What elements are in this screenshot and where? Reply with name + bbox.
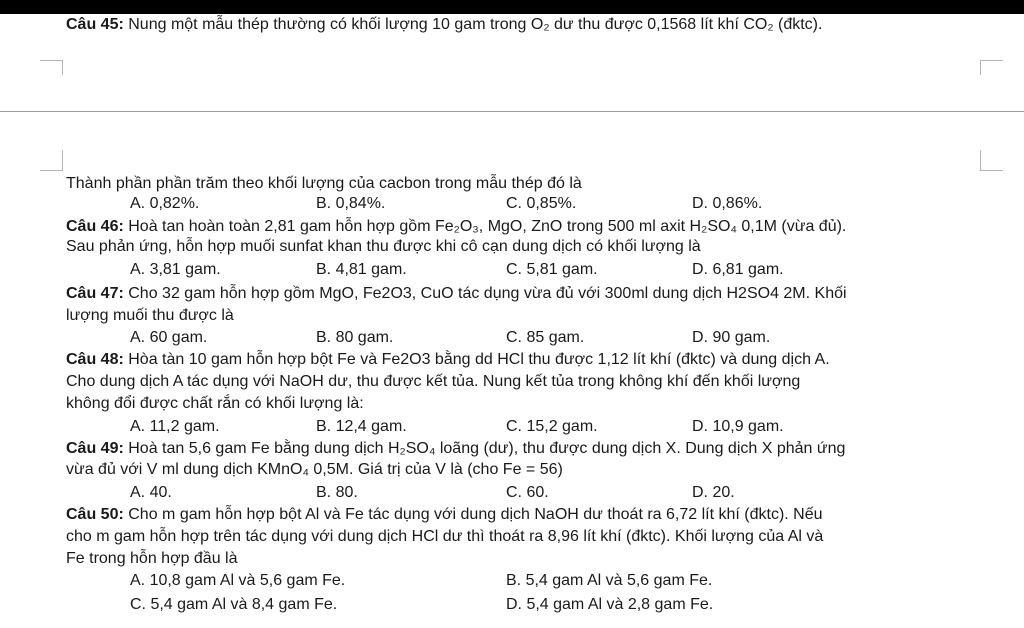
question-48-line-1 — [66, 351, 830, 369]
question-49-line-2: vừa đủ với V ml dung dịch KMnO₄ 0,5M. Giá trị của V là (cho Fe = 56) — [66, 461, 563, 478]
question-47-line-1 — [66, 285, 847, 303]
question-50-option-b: B. 5,4 gam Al và 5,6 gam Fe. — [506, 572, 713, 589]
question-48-line-2: Cho dung dịch A tác dụng với NaOH dư, thu được kết tủa. Nung kết tủa trong không khí đến khối lượng — [66, 373, 801, 390]
page-corner-mark — [980, 150, 1003, 171]
question-48-option-c: C. 15,2 gam. — [506, 418, 598, 435]
question-45-option-a: A. 0,82%. — [130, 195, 200, 212]
question-48-line-3: không đổi được chất rắn có khối lượng là: — [66, 395, 364, 412]
page-corner-mark — [40, 150, 63, 171]
page-corner-mark — [980, 60, 1003, 75]
question-49-option-d: D. 20. — [692, 484, 735, 501]
top-black-bar — [0, 0, 1024, 14]
page-break-divider — [0, 111, 1024, 112]
question-50-line-2: cho m gam hỗn hợp trên tác dụng với dung dịch HCl dư thì thoát ra 8,96 lít khí (đktc). Khối lượng của Al và — [66, 528, 824, 545]
question-49-line-1 — [66, 440, 845, 458]
question-45-number: Câu 45: — [66, 16, 124, 33]
question-47-text: Cho 32 gam hỗn hợp gồm MgO, Fe2O3, CuO tác dụng vừa đủ với 300ml dung dịch H2SO4 2M. Khối — [128, 285, 847, 302]
question-46-option-b: B. 4,81 gam. — [316, 261, 407, 278]
question-48-number: Câu 48: — [66, 351, 124, 368]
question-48-option-d: D. 10,9 gam. — [692, 418, 784, 435]
question-49-option-a: A. 40. — [130, 484, 172, 501]
question-47-option-b: B. 80 gam. — [316, 329, 394, 346]
question-45-line-1 — [66, 16, 822, 34]
question-47-option-c: C. 85 gam. — [506, 329, 585, 346]
question-46-line-2: Sau phản ứng, hỗn hợp muối sunfat khan thu được khi cô cạn dung dịch có khối lượng là — [66, 238, 701, 255]
question-47-option-d: D. 90 gam. — [692, 329, 771, 346]
question-48-option-a: A. 11,2 gam. — [130, 418, 220, 435]
page-corner-mark — [40, 60, 63, 75]
question-46-number: Câu 46: — [66, 218, 124, 235]
question-45-option-c: C. 0,85%. — [506, 195, 577, 212]
question-49-number: Câu 49: — [66, 440, 124, 457]
question-46-line-1 — [66, 218, 846, 236]
question-48-text: Hòa tàn 10 gam hỗn hợp bột Fe và Fe2O3 bằng dd HCl thu được 1,12 lít khí (đktc) và dung dịch A. — [123, 351, 830, 368]
question-48-option-b: B. 12,4 gam. — [316, 418, 407, 435]
question-50-number: Câu 50: — [66, 506, 124, 523]
question-46-option-d: D. 6,81 gam. — [692, 261, 784, 278]
question-45-line-2: Thành phần phần trăm theo khối lượng của cacbon trong mẫu thép đó là — [66, 175, 582, 192]
question-45-text: Nung một mẫu thép thường có khối lượng 10 gam trong O₂ dư thu được 0,1568 lít khí CO₂ (đktc). — [128, 16, 823, 33]
question-50-text: Cho m gam hỗn hợp bột Al và Fe tác dụng với dung dịch NaOH dư thoát ra 6,72 lít khí (đktc). Nếu — [128, 506, 823, 523]
question-50-line-3: Fe trong hỗn hợp đầu là — [66, 550, 238, 567]
question-47-option-a: A. 60 gam. — [130, 329, 208, 346]
question-49-option-b: B. 80. — [316, 484, 358, 501]
question-45-option-d: D. 0,86%. — [692, 195, 763, 212]
question-45-option-b: B. 0,84%. — [316, 195, 386, 212]
question-50-option-a: A. 10,8 gam Al và 5,6 gam Fe. — [130, 572, 346, 589]
question-50-option-c: C. 5,4 gam Al và 8,4 gam Fe. — [130, 596, 338, 613]
question-49-option-c: C. 60. — [506, 484, 549, 501]
question-47-line-2: lượng muối thu được là — [66, 307, 234, 324]
question-46-option-a: A. 3,81 gam. — [130, 261, 221, 278]
question-50-option-d: D. 5,4 gam Al và 2,8 gam Fe. — [506, 596, 714, 613]
question-50-line-1 — [66, 506, 823, 524]
question-49-text: Hoà tan 5,6 gam Fe bằng dung dịch H₂SO₄ loãng (dư), thu được dung dịch X. Dung dịch X phản ứng — [128, 440, 846, 457]
question-47-number: Câu 47: — [66, 285, 124, 302]
question-46-option-c: C. 5,81 gam. — [506, 261, 598, 278]
question-46-text: Hoà tan hoàn toàn 2,81 gam hỗn hợp gồm Fe₂O₃, MgO, ZnO trong 500 ml axit H₂SO₄ 0,1M (vừa đủ). — [128, 218, 847, 235]
